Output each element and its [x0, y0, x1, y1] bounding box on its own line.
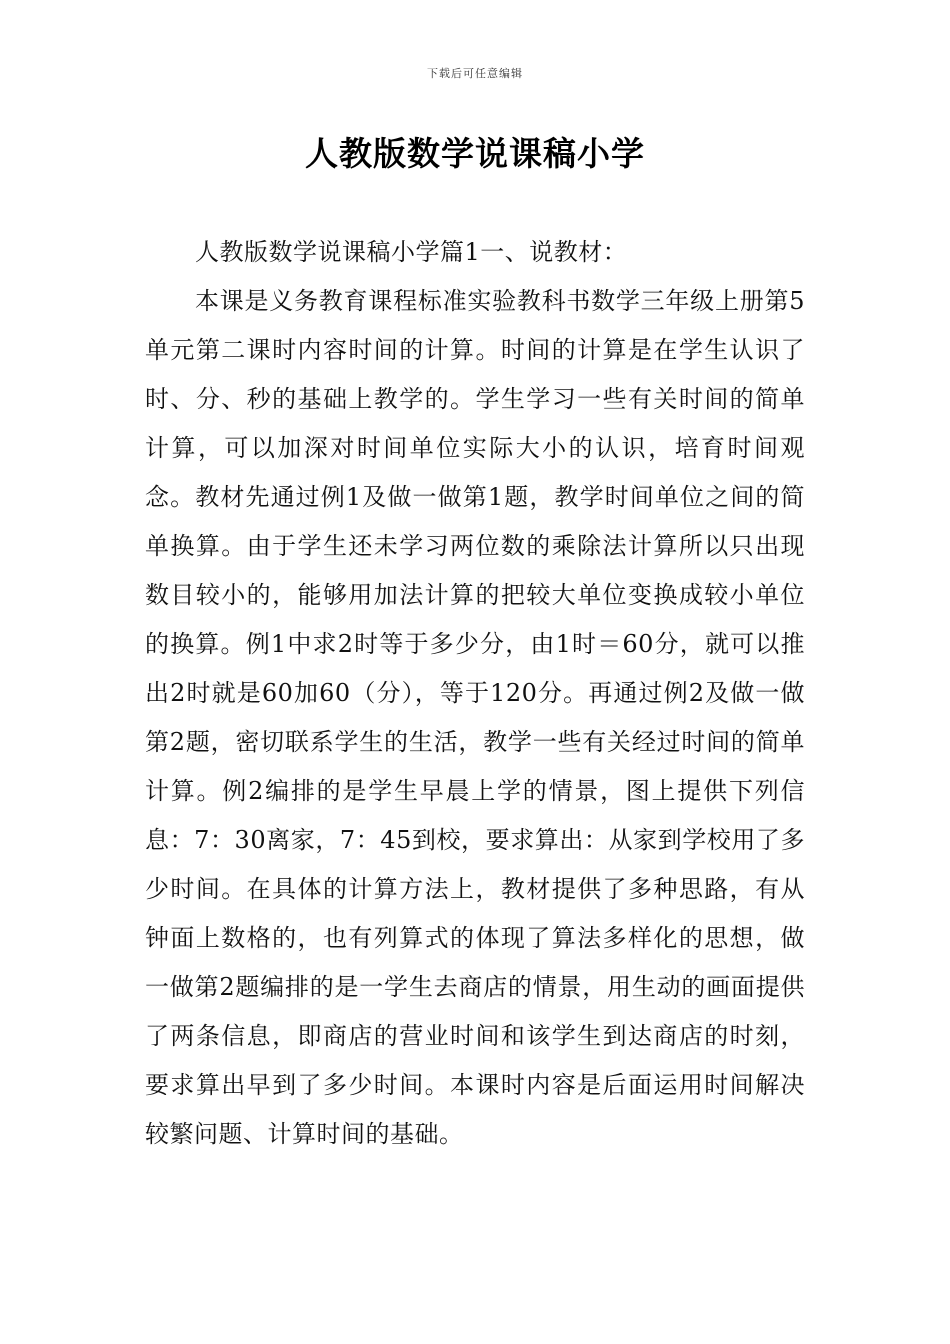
header-note: 下载后可任意编辑	[427, 67, 523, 80]
document-body	[145, 228, 805, 1159]
paragraph-heading: 人教版数学说课稿小学篇1一、说教材：	[195, 238, 628, 266]
document-title: 人教版数学说课稿小学	[305, 134, 645, 173]
paragraph-body: 本课是义务教育课程标准实验教科书数学三年级上册第5单元第二课时内容时间的计算。时间的计算是在学生认识了时、分、秒的基础上教学的。学生学习一些有关时间的简单计算，可以加深对时间单位实际大小的认识，培育时间观念。教材先通过例1及做一做第1题，教学时间单位之间的简单换算。由于学生还未学习两位数的乘除法计算所以只出现数目较小的，能够用加法计算的把较大单位变换成较小单位的换算。例1中求2时等于多少分，由1时＝60分，就可以推出2时就是60加60（分），等于120分。再通过例2及做一做第2题，密切联系学生的生活，教学一些有关经过时间的简单计算。例2编排的是学生早晨上学的情景，图上提供下列信息：7：30离家，7：45到校，要求算出：从家到学校用了多少时间。在具体的计算方法上，教材提供了多种思路，有从钟面上数格的，也有列算式的体现了算法多样化的思想，做一做第2题编排的是一学生去商店的情景，用生动的画面提供了两条信息，即商店的营业时间和该学生到达商店的时刻，要求算出早到了多少时间。本课时内容是后面运用时间解决较繁问题、计算时间的基础。	[145, 287, 805, 1148]
